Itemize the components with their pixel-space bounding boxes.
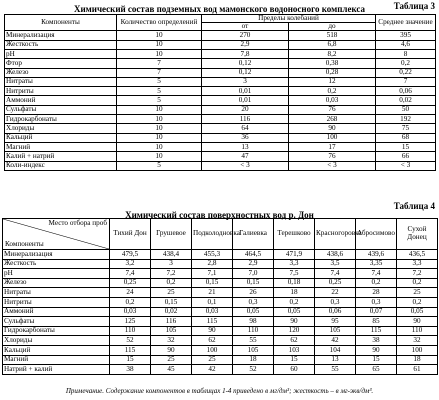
table-cell: 76 (289, 105, 376, 114)
site-header: Терешково (274, 219, 315, 250)
table-cell: 18 (397, 355, 438, 365)
table-cell: 0,02 (151, 307, 192, 317)
table-cell: 15 (274, 355, 315, 365)
table-row (3, 336, 438, 346)
table-row (5, 105, 436, 114)
table-cell: 518 (289, 31, 376, 40)
table-cell: 7,4 (110, 269, 151, 279)
table-cell: 5 (117, 87, 202, 96)
table-row (5, 59, 436, 68)
table-cell: 28 (356, 288, 397, 298)
row-label: Кальций (3, 345, 110, 355)
table-row (3, 288, 438, 298)
table-cell: 10 (117, 105, 202, 114)
table-cell: 0,15 (151, 297, 192, 307)
table-row (3, 365, 438, 375)
table-cell: 90 (289, 124, 376, 133)
table-row (5, 161, 436, 170)
table-cell: 192 (376, 115, 436, 124)
table-cell: 0,05 (233, 307, 274, 317)
table-row (5, 77, 436, 86)
table-cell: 0,03 (192, 307, 233, 317)
table-cell: 38 (110, 365, 151, 375)
table-cell: 21 (192, 288, 233, 298)
table-cell: 120 (274, 326, 315, 336)
table-cell: 45 (151, 365, 192, 375)
table-cell: 2,8 (192, 259, 233, 269)
table-cell: 110 (397, 326, 438, 336)
table-cell: 0,03 (110, 307, 151, 317)
table4-label: Таблица 4 (393, 201, 435, 211)
table-cell: 24 (110, 288, 151, 298)
table-cell: 62 (274, 336, 315, 346)
table-cell: 103 (274, 345, 315, 355)
table-cell: 47 (202, 152, 289, 161)
t3-header-to: до (289, 23, 376, 31)
t3-body (5, 31, 436, 170)
table-cell: 268 (289, 115, 376, 124)
row-label: Минерализация (5, 31, 117, 40)
table-cell: 7,5 (274, 269, 315, 279)
row-label: Хлориды (3, 336, 110, 346)
table-row (5, 50, 436, 59)
table-cell: 105 (233, 345, 274, 355)
table-cell: 10 (117, 115, 202, 124)
table-cell: 25 (151, 288, 192, 298)
table-cell: 3 (151, 259, 192, 269)
table-cell: 104 (315, 345, 356, 355)
table-cell: 50 (376, 105, 436, 114)
table-cell: 22 (315, 288, 356, 298)
table-row (5, 152, 436, 161)
table-cell: 64 (202, 124, 289, 133)
table-cell: 52 (110, 336, 151, 346)
table-cell: 270 (202, 31, 289, 40)
table-cell: 62 (192, 336, 233, 346)
table-cell: 0,12 (202, 59, 289, 68)
table-cell: 25 (192, 355, 233, 365)
table-cell: 110 (110, 326, 151, 336)
table-cell: 438,6 (315, 250, 356, 260)
table4-title: Химический состав поверхностных вод р. Дон (125, 210, 314, 220)
table-cell: 10 (117, 124, 202, 133)
row-label: Железо (3, 278, 110, 288)
table-cell: 0,2 (397, 278, 438, 288)
t3-header-range: Пределы колебаний (202, 15, 376, 23)
table-cell: 3,3 (274, 259, 315, 269)
table-cell: 55 (233, 336, 274, 346)
table-cell: 95 (315, 317, 356, 327)
row-label: Нитриты (5, 87, 117, 96)
t4-corner (3, 219, 110, 250)
row-label: Калий + натрий (5, 152, 117, 161)
table-cell: 7,2 (397, 269, 438, 279)
row-label: Нитриты (3, 297, 110, 307)
table-cell: 8,2 (289, 50, 376, 59)
table3 (4, 14, 436, 171)
table-cell: 10 (117, 152, 202, 161)
table-cell: 3,5 (315, 259, 356, 269)
row-label: Аммоний (5, 96, 117, 105)
table-cell: 3,2 (110, 259, 151, 269)
table-cell: 0,18 (274, 278, 315, 288)
table-cell: 0,2 (110, 297, 151, 307)
table-cell: 115 (110, 345, 151, 355)
table-cell: 85 (356, 317, 397, 327)
table-row (5, 96, 436, 105)
table-cell: 7,1 (192, 269, 233, 279)
table-cell: 5 (117, 161, 202, 170)
table-cell: 32 (397, 336, 438, 346)
table-cell: 2,9 (202, 40, 289, 49)
table-cell: 3 (202, 77, 289, 86)
table-row (5, 40, 436, 49)
table-cell: 3,35 (356, 259, 397, 269)
table-cell: 0,3 (233, 297, 274, 307)
row-label: Минерализация (3, 250, 110, 260)
table-row (3, 259, 438, 269)
table-cell: 0,22 (376, 68, 436, 77)
site-header: Тихий Дон (110, 219, 151, 250)
table-cell: 98 (233, 317, 274, 327)
table-cell: 7 (376, 77, 436, 86)
table-cell: 6,8 (289, 40, 376, 49)
table-row (3, 250, 438, 260)
table-cell: 90 (397, 317, 438, 327)
site-header: Галиевка (233, 219, 274, 250)
table-cell: 15 (376, 142, 436, 151)
table-cell: 438,4 (151, 250, 192, 260)
table-row (5, 31, 436, 40)
table-row (3, 297, 438, 307)
table-cell: 471,9 (274, 250, 315, 260)
row-label: Хлориды (5, 124, 117, 133)
table-cell: 38 (356, 336, 397, 346)
table-row (3, 355, 438, 365)
table-row (3, 345, 438, 355)
table-cell: 65 (356, 365, 397, 375)
table-cell: 116 (151, 317, 192, 327)
table-cell: 125 (110, 317, 151, 327)
table-cell: 10 (117, 50, 202, 59)
site-header: Абросимово (356, 219, 397, 250)
table-cell: 25 (397, 288, 438, 298)
table-cell: 0,02 (376, 96, 436, 105)
table-cell: 60 (274, 365, 315, 375)
table-cell: 0,2 (397, 297, 438, 307)
table-cell: 7 (117, 59, 202, 68)
table-cell: 464,5 (233, 250, 274, 260)
table-cell: 55 (315, 365, 356, 375)
table-cell: 0,01 (202, 87, 289, 96)
table-cell: 0,05 (274, 307, 315, 317)
table-cell: 455,3 (192, 250, 233, 260)
row-label: Натрий + калий (3, 365, 110, 375)
table-row (3, 278, 438, 288)
table-cell: 100 (289, 133, 376, 142)
table-cell: 0,2 (356, 278, 397, 288)
table-cell: 18 (274, 288, 315, 298)
table3-label: Таблица 3 (393, 1, 435, 11)
table-cell: 26 (233, 288, 274, 298)
table-cell: 0,1 (192, 297, 233, 307)
table-cell: 7,4 (356, 269, 397, 279)
table-cell: 105 (151, 326, 192, 336)
row-label: Магний (3, 355, 110, 365)
table-cell: 3,3 (397, 259, 438, 269)
table-row (5, 87, 436, 96)
table-cell: 395 (376, 31, 436, 40)
table-cell: 116 (202, 115, 289, 124)
table-cell: < 3 (289, 161, 376, 170)
table-cell: 0,25 (315, 278, 356, 288)
table-cell: 52 (233, 365, 274, 375)
table-cell: 25 (151, 355, 192, 365)
table-cell: 42 (315, 336, 356, 346)
site-header: Красногоровка (315, 219, 356, 250)
table-cell: 76 (289, 152, 376, 161)
t3-header-from: от (202, 23, 289, 31)
table-cell: 36 (202, 133, 289, 142)
row-label: Гидрокарбонаты (3, 326, 110, 336)
row-label: Магний (5, 142, 117, 151)
row-label: Гидрокарбонаты (5, 115, 117, 124)
row-label: Коли-индекс (5, 161, 117, 170)
table-cell: < 3 (376, 161, 436, 170)
table-cell: 436,5 (397, 250, 438, 260)
table-cell: 90 (274, 317, 315, 327)
table-cell: 20 (202, 105, 289, 114)
table-cell: 90 (192, 326, 233, 336)
table4 (2, 218, 438, 375)
table-cell: 100 (192, 345, 233, 355)
site-header: Грушевое (151, 219, 192, 250)
table-cell: 0,07 (356, 307, 397, 317)
table-cell: 32 (151, 336, 192, 346)
table-cell: 7,0 (233, 269, 274, 279)
t3-header-count: Количество определений (117, 15, 202, 31)
table-cell: 110 (233, 326, 274, 336)
table-cell: 10 (117, 31, 202, 40)
table-cell: 7,8 (202, 50, 289, 59)
table-row (5, 115, 436, 124)
table-row (5, 68, 436, 77)
table-row (5, 142, 436, 151)
table-cell: 10 (117, 142, 202, 151)
table-cell: 13 (202, 142, 289, 151)
table-cell: 90 (356, 345, 397, 355)
row-label: pH (3, 269, 110, 279)
table-cell: 439,6 (356, 250, 397, 260)
table-cell: 479,5 (110, 250, 151, 260)
row-label: Жесткость (5, 40, 117, 49)
table-cell: 17 (289, 142, 376, 151)
table-cell: 68 (376, 133, 436, 142)
table-row (5, 133, 436, 142)
table-row (5, 124, 436, 133)
table-row (3, 326, 438, 336)
table-cell: 0,2 (274, 297, 315, 307)
table-cell: 0,12 (202, 68, 289, 77)
table-cell: 15 (356, 355, 397, 365)
row-label: Аммоний (3, 307, 110, 317)
table-row (3, 317, 438, 327)
table-cell: 7 (117, 68, 202, 77)
table-cell: 0,25 (110, 278, 151, 288)
row-label: Сульфаты (3, 317, 110, 327)
table-cell: 42 (192, 365, 233, 375)
t3-header-mean: Среднее значение (376, 15, 436, 31)
table-cell: 0,28 (289, 68, 376, 77)
table-cell: 0,01 (202, 96, 289, 105)
table-cell: 2,9 (233, 259, 274, 269)
table-cell: 0,2 (376, 59, 436, 68)
site-header: Подколодновка (192, 219, 233, 250)
row-label: Сульфаты (5, 105, 117, 114)
table-cell: 0,2 (289, 87, 376, 96)
table-cell: 0,15 (233, 278, 274, 288)
row-label: Железо (5, 68, 117, 77)
table-cell: 90 (151, 345, 192, 355)
table-cell: 100 (397, 345, 438, 355)
table-cell: 7,4 (315, 269, 356, 279)
table-cell: 7,2 (151, 269, 192, 279)
row-label: Жесткость (3, 259, 110, 269)
row-label: Нитраты (3, 288, 110, 298)
table-cell: 13 (315, 355, 356, 365)
table-cell: 0,38 (289, 59, 376, 68)
table-cell: 61 (397, 365, 438, 375)
table-cell: 105 (315, 326, 356, 336)
row-label: pH (5, 50, 117, 59)
table-cell: 0,15 (192, 278, 233, 288)
table-cell: 0,3 (315, 297, 356, 307)
table-cell: 0,05 (397, 307, 438, 317)
table-cell: 0,03 (289, 96, 376, 105)
row-label: Фтор (5, 59, 117, 68)
table-cell: 4,6 (376, 40, 436, 49)
table-cell: 10 (117, 133, 202, 142)
t4-header-component: Компоненты (5, 239, 44, 248)
table-cell: 0,06 (376, 87, 436, 96)
t3-header-component: Компоненты (5, 15, 117, 31)
table-cell: 115 (356, 326, 397, 336)
table-cell: 12 (289, 77, 376, 86)
table-cell: 75 (376, 124, 436, 133)
table-cell: 115 (192, 317, 233, 327)
t4-header-place: Место отбора проб (48, 219, 107, 227)
footnote: Примечание. Содержание компонентов в таблицах 1-4 приведено в мг/дм³; жесткость – в мг-экв/дм³. (65, 387, 374, 395)
table-row (3, 269, 438, 279)
table-cell: 66 (376, 152, 436, 161)
table-cell: 0,06 (315, 307, 356, 317)
row-label: Кальций (5, 133, 117, 142)
table-cell: < 3 (202, 161, 289, 170)
table-cell: 0,2 (151, 278, 192, 288)
table-cell: 18 (233, 355, 274, 365)
table-cell: 5 (117, 77, 202, 86)
table-row (3, 307, 438, 317)
row-label: Нитраты (5, 77, 117, 86)
table-cell: 8 (376, 50, 436, 59)
site-header: Сухой Донец (397, 219, 438, 250)
table-cell: 0,3 (356, 297, 397, 307)
table3-title: Химический состав подземных вод мамонского водоносного комплекса (73, 4, 366, 14)
t4-body (3, 250, 438, 375)
table-cell: 5 (117, 96, 202, 105)
table-cell: 10 (117, 40, 202, 49)
table-cell: 15 (110, 355, 151, 365)
